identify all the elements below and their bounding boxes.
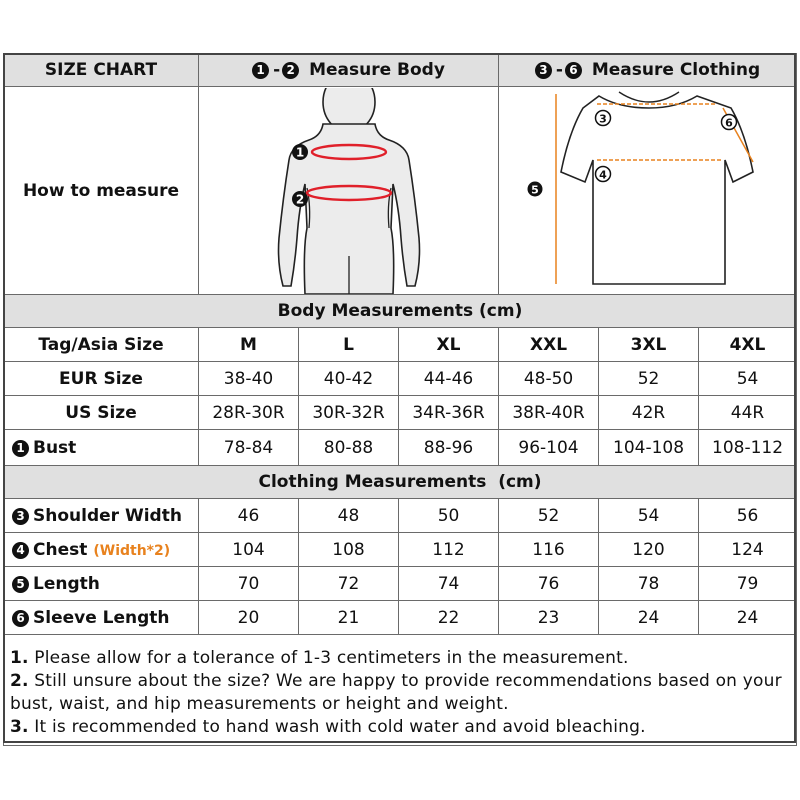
svg-text:5: 5 <box>531 183 539 196</box>
note-item: 3. It is recommended to hand wash with cold water and avoid bleaching. <box>10 717 646 737</box>
table-cell: 80-88 <box>299 430 399 466</box>
measure-body-header: 1 - 2 Measure Body <box>199 54 499 87</box>
row-label-sleeve-length: 6 Sleeve Length <box>4 601 199 635</box>
table-cell: 78-84 <box>199 430 299 466</box>
table-cell: 96-104 <box>499 430 599 466</box>
table-cell: 38-40 <box>199 362 299 396</box>
row-label-bust: 1 Bust <box>4 430 199 466</box>
table-cell: 120 <box>599 533 699 567</box>
table-cell: 52 <box>599 362 699 396</box>
table-cell: 52 <box>499 499 599 533</box>
table-cell: XL <box>399 328 499 362</box>
row-label-us-size: US Size <box>4 396 199 430</box>
row-label-tag-size: Tag/Asia Size <box>4 328 199 362</box>
marker-4-icon: 4 <box>12 542 29 559</box>
row-label-length: 5 Length <box>4 567 199 601</box>
marker-6-icon: 6 <box>565 62 582 79</box>
size-chart-title: SIZE CHART <box>4 54 199 87</box>
svg-text:4: 4 <box>599 168 607 181</box>
table-cell: 28R-30R <box>199 396 299 430</box>
marker-2-icon: 2 <box>282 62 299 79</box>
table-cell: 50 <box>399 499 499 533</box>
marker-5-icon: 5 <box>12 576 29 593</box>
table-cell: 40-42 <box>299 362 399 396</box>
table-cell: 46 <box>199 499 299 533</box>
marker-3-icon: 3 <box>12 508 29 525</box>
how-to-measure-label: How to measure <box>4 87 199 295</box>
table-cell: 72 <box>299 567 399 601</box>
chart-border <box>3 53 796 743</box>
table-cell: L <box>299 328 399 362</box>
table-cell: 54 <box>599 499 699 533</box>
marker-6-icon: 6 <box>12 610 29 627</box>
table-cell: 104 <box>199 533 299 567</box>
body-measurements-heading: Body Measurements (cm) <box>4 295 797 328</box>
table-cell: 3XL <box>599 328 699 362</box>
clothing-measurements-heading: Clothing Measurements (cm) <box>4 466 797 499</box>
table-cell: 74 <box>399 567 499 601</box>
table-cell: 88-96 <box>399 430 499 466</box>
table-cell: 104-108 <box>599 430 699 466</box>
table-cell: 116 <box>499 533 599 567</box>
table-cell: 42R <box>599 396 699 430</box>
table-cell: 44R <box>699 396 797 430</box>
table-cell: 108 <box>299 533 399 567</box>
svg-text:3: 3 <box>599 112 607 125</box>
table-cell: 48 <box>299 499 399 533</box>
table-cell: 79 <box>699 567 797 601</box>
table-cell: 78 <box>599 567 699 601</box>
marker-1-icon: 1 <box>252 62 269 79</box>
svg-text:1: 1 <box>295 145 305 159</box>
table-cell: 56 <box>699 499 797 533</box>
marker-3-icon: 3 <box>535 62 552 79</box>
table-cell: 70 <box>199 567 299 601</box>
row-label-chest: 4 Chest (Width*2) <box>4 533 199 567</box>
table-cell: 21 <box>299 601 399 635</box>
table-cell: 108-112 <box>699 430 797 466</box>
table-cell: 34R-36R <box>399 396 499 430</box>
table-cell: 48-50 <box>499 362 599 396</box>
table-cell: 23 <box>499 601 599 635</box>
chest-note: (Width*2) <box>93 542 171 559</box>
table-cell: 112 <box>399 533 499 567</box>
svg-text:2: 2 <box>295 192 305 206</box>
svg-text:6: 6 <box>725 116 733 129</box>
table-cell: 4XL <box>699 328 797 362</box>
note-item: 1. Please allow for a tolerance of 1-3 centimeters in the measurement. <box>10 648 629 668</box>
table-cell: 24 <box>699 601 797 635</box>
measure-clothing-header: 3 - 6 Measure Clothing <box>499 54 797 87</box>
table-cell: 76 <box>499 567 599 601</box>
table-cell: 30R-32R <box>299 396 399 430</box>
table-cell: 44-46 <box>399 362 499 396</box>
table-cell: 24 <box>599 601 699 635</box>
row-label-shoulder-width: 3 Shoulder Width <box>4 499 199 533</box>
marker-1-icon: 1 <box>12 440 29 457</box>
table-cell: M <box>199 328 299 362</box>
row-label-eur-size: EUR Size <box>4 362 199 396</box>
table-cell: XXL <box>499 328 599 362</box>
table-cell: 22 <box>399 601 499 635</box>
table-cell: 54 <box>699 362 797 396</box>
table-cell: 38R-40R <box>499 396 599 430</box>
table-cell: 124 <box>699 533 797 567</box>
note-item: 2. Still unsure about the size? We are happy to provide recommendations based on your bust, waist, and hip measurements or height and weight. <box>10 671 782 714</box>
table-cell: 20 <box>199 601 299 635</box>
